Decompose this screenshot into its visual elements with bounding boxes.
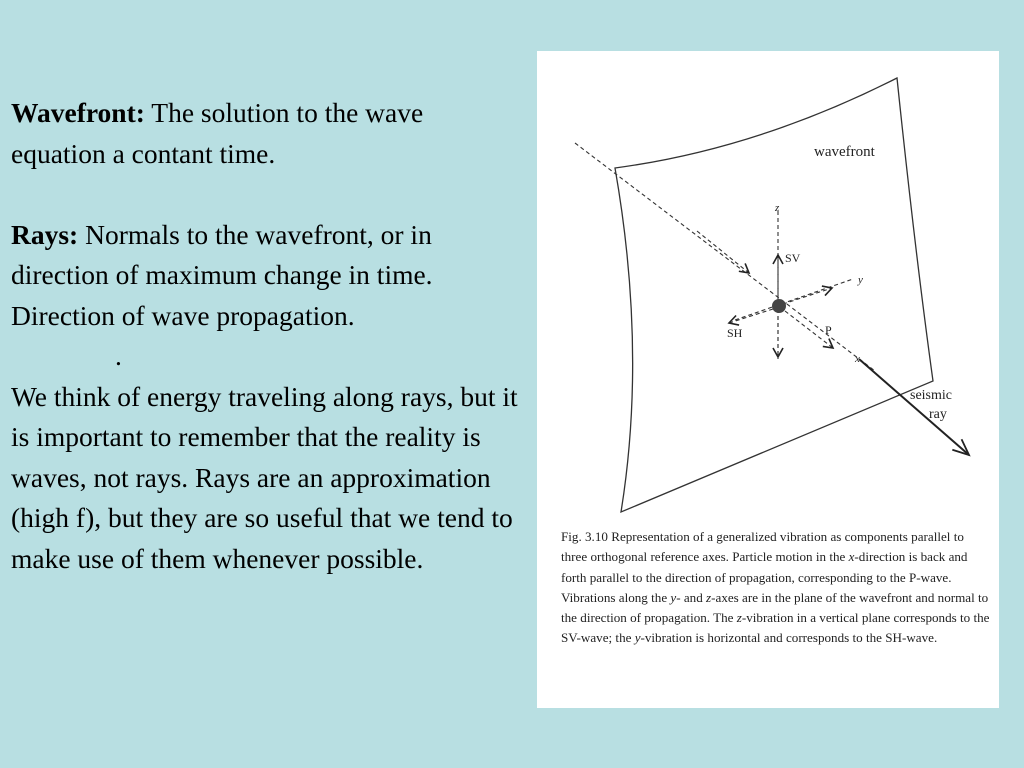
caption-text-4: -axes are in the plane of the wavefront and normal to the direction of propagation. The [561, 589, 989, 626]
label-x: x [855, 353, 860, 365]
caption-text-3: - and [676, 589, 707, 605]
sh-arrow-right [783, 288, 832, 304]
label-seismic: seismic [910, 388, 952, 403]
rays-definition: Normals to the wavefront, or in direction of maximum change in time. Direction of wave propagation. [11, 218, 433, 331]
dot-line: . [115, 340, 122, 371]
caption-y2: y [634, 630, 641, 646]
figure-panel [537, 51, 999, 708]
label-p: P [825, 323, 832, 337]
label-sv: SV [785, 251, 801, 265]
label-z: z [775, 202, 780, 214]
rays-paragraph [11, 215, 521, 337]
label-wavefront: wavefront [814, 144, 875, 160]
caption-text-2: -direction is back and forth parallel to the direction of propagation, corresponding to the P-wave. Vibrations along the [561, 549, 968, 605]
y-axis-line [735, 279, 853, 320]
caption-fig-num: Fig. 3.10 [561, 529, 608, 544]
caption-text-6: -vibration is horizontal and corresponds to the SH-wave. [640, 630, 938, 646]
x-axis-arrow [697, 231, 749, 273]
spacer [11, 174, 521, 215]
label-ray: ray [929, 407, 947, 422]
label-sh: SH [727, 326, 743, 340]
label-y: y [858, 274, 863, 286]
wavefront-definition: The solution to the wave equation a contant time. [11, 97, 424, 169]
caption-y: y [670, 589, 677, 605]
caption-z2: z [736, 610, 742, 626]
seismic-ray-arrow [859, 359, 969, 455]
wavefront-surface [615, 78, 933, 512]
caption-text-1: Representation of a generalized vibration as components parallel to three orthogonal reference axes. Particle motion in the [561, 529, 964, 565]
particle-dot [772, 299, 786, 313]
energy-paragraph: We think of energy traveling along rays, but it is important to remember that the reality is waves, not rays. Rays are an approximation (high f), but they are so useful that we tend to make use of them whenever possible. [11, 380, 518, 574]
rays-term: Rays: [11, 218, 79, 250]
slide-text [11, 93, 521, 579]
figure-caption [561, 527, 993, 649]
caption-x: x [848, 549, 855, 565]
caption-z: z [706, 589, 712, 605]
sh-arrow-left [729, 309, 773, 323]
caption-text-5: -vibration in a vertical plane corresponds to the SV-wave; the [561, 610, 990, 646]
wavefront-term: Wavefront: [11, 97, 145, 128]
wavefront-paragraph [11, 93, 521, 174]
